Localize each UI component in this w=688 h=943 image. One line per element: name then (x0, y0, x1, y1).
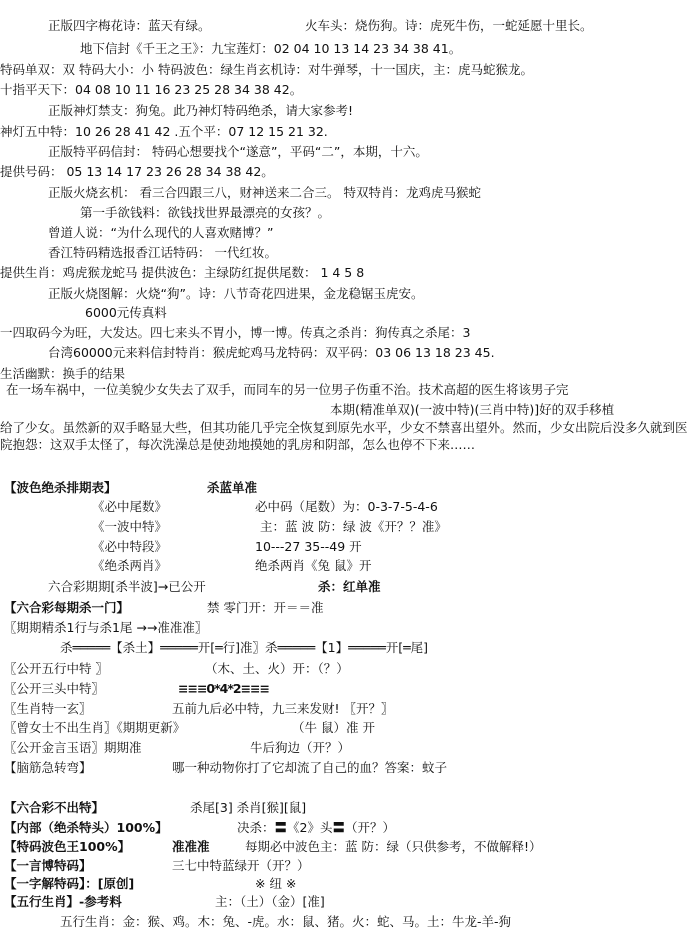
magic-lamp-ban-line: 正版神灯禁支：狗兔。此乃神灯特码绝杀，请大家参考! (48, 103, 354, 118)
three-heads-value: ≡≡≡0*4*2≡≡≡ (178, 681, 270, 696)
one-wave-value: 主：蓝 波 防：绿 波《开？？准》 (260, 519, 447, 534)
golden-words-label: 〖公开金言玉语〗期期准 (4, 740, 142, 755)
special-code-line: 特码单双：双 特码大小：小 特码波色：绿生肖玄机诗：对牛弹琴，十一国庆，主：虎马蛇猴龙。 (0, 62, 533, 77)
one-four-line: 一四取码今为旺，大发达。四七来头不胃小，博一博。传真之杀肖：狗传真之杀尾：3 (0, 325, 471, 340)
precise-kill-title: 〖期期精杀1行与杀1尾 →→准准准〗 (4, 620, 208, 635)
taoist-saying-line: 曾道人说：“为什么现代的人喜欢赌博？” (48, 225, 274, 240)
provided-zodiac-line: 提供生肖：鸡虎猴龙蛇马 提供波色：主绿防红捉供尾数： 1 4 5 8 (0, 265, 365, 280)
fire-mystery-line: 正版火烧玄机： 看三合四跟三八，财神送来二合三。 特双特肖：龙鸡虎马猴蛇 (48, 185, 481, 200)
no-special-value: 杀尾[3] 杀肖[猴][鼠] (190, 800, 307, 815)
one-char-label: 【一字解特码】：[原创] (4, 876, 135, 891)
kill-blue-line: 杀蓝单准 (207, 480, 258, 495)
envelope-special-line: 正版特平码信封： 特码心想要找个“遂意”，平码“二”，本期，十六。 (48, 144, 428, 159)
kill-one-door-title: 【六合彩每期杀一门】 (4, 600, 130, 615)
kill-element-tail-line: 杀═════【杀土】═════开[═行]准〗杀═════【1】═════开[═尾] (60, 640, 429, 655)
kill-two-value: 绝杀两肖《兔 鼠》开 (255, 558, 372, 573)
provided-numbers-line: 提供号码： 05 13 14 17 23 26 28 34 38 42。 (0, 164, 274, 179)
zodiac-mystery-label: 〖生肖特一玄〗 (4, 701, 92, 716)
five-elements-label: 〖公开五行中特 〗 (4, 661, 108, 676)
kill-two-label: 《绝杀两肖》 (92, 558, 168, 573)
wave-king-accurate: 准准准 (172, 839, 210, 854)
five-zodiac-label: 【五行生肖】-参考料 (4, 894, 122, 909)
zodiac-mystery-value: 五前九后必中特，九三来发财! 〖开？〗 (172, 701, 394, 716)
wave-color-table-title: 【波色绝杀排期表】 (4, 480, 117, 495)
golden-words-value: 牛后狗边（开？） (250, 740, 351, 755)
three-heads-label: 〖公开三头中特〗 (4, 681, 105, 696)
one-word-label: 【一言博特码】 (4, 858, 92, 873)
train-head-line: 火车头：烧伤狗。诗：虎死牛伤，一蛇延愿十里长。 (305, 18, 593, 33)
fire-diagram-line: 正版火烧图解：火烧“狗”。诗：八节奇花四进果，金龙稳锯玉虎安。 (48, 286, 424, 301)
wave-king-value: 每期必中波色主：蓝 防：绿（只供参考，不做解释!） (245, 839, 542, 854)
kill-red-line: 杀：红单准 (318, 579, 381, 594)
fax-material-title: 6000元传真料 (85, 305, 167, 320)
hongkong-special-line: 香江特码精选报香江话特码： 一代红妆。 (48, 245, 277, 260)
one-word-value: 三七中特蓝绿开（开？） (172, 858, 310, 873)
brain-teaser-label: 【脑筋急转弯】 (4, 760, 92, 775)
first-hand-line: 第一手欲钱料：欲钱找世界最漂亮的女孩？。 (80, 205, 331, 220)
plum-poem-line: 正版四字梅花诗：蓝天有绿。 (48, 18, 211, 33)
one-char-value: ※ 纽 ※ (255, 876, 297, 891)
story-first-line: 在一场车祸中，一位美貌少女失去了双手，而同车的另一位男子伤重不治。技术高超的医生将该男子完 (6, 382, 569, 397)
five-zodiac-list: 五行生肖：金：猴、鸡。木：兔、-虎。水：鼠、猪。火：蛇、马。土：牛龙-羊-狗 (60, 914, 512, 929)
five-zodiac-main: 主：（土）（金）[准] (215, 894, 325, 909)
no-special-label: 【六合彩不出特】 (4, 800, 105, 815)
brain-teaser-value: 哪一种动物你打了它却流了自己的血？答案：蚊子 (172, 760, 448, 775)
magic-lamp-five-line: 神灯五中特：10 26 28 41 42 .五个平：07 12 15 21 32. (0, 124, 328, 139)
half-wave-line: 六合彩期期[杀半波]→已公开 (48, 579, 206, 594)
humor-title: 生活幽默：换手的结果 (0, 366, 126, 381)
underground-envelope-line: 地下信封《千王之王》：九宝莲灯：02 04 10 13 14 23 34 38 41。 (80, 41, 462, 56)
ten-fingers-line: 十指平天下：04 08 10 11 16 23 25 28 34 38 42。 (0, 82, 303, 97)
taiwan-material-line: 台湾60000元来料信封特肖：猴虎蛇鸡马龙特码：双平码：03 06 13 18 23 45. (48, 345, 495, 360)
madam-zeng-value: （牛 鼠）准 开 (292, 720, 375, 735)
story-paragraph: 给了少女。虽然新的双手略显大些，但其功能几乎完全恢复到原先水平，少女不禁喜出望外。然而，少女出院后没多久就到医院抱怨：这双手太怪了，每次洗澡总是使劲地摸她的乳房和阴部，怎么也停不下来…… (0, 420, 688, 452)
internal-kill-label: 【内部（绝杀特头）100%】 (4, 820, 168, 835)
must-segment-value: 10---27 35--49 开 (255, 539, 362, 554)
one-wave-label: 《一波中特》 (92, 519, 168, 534)
must-tail-label: 《必中尾数》 (92, 499, 168, 514)
five-elements-value: （木、土、火）开：（？） (205, 661, 349, 676)
must-tail-value: 必中码（尾数）为：0-3-7-5-4-6 (255, 499, 438, 514)
must-segment-label: 《必中特段》 (92, 539, 168, 554)
madam-zeng-label: 〖曾女士不出生肖〗《期期更新》 (4, 720, 186, 735)
precision-line: 本期(精准单双)(一波中特)(三肖中特)]好的双手移植 (330, 402, 615, 417)
kill-one-door-value: 禁 零门开：开＝＝准 (207, 600, 324, 615)
internal-kill-value: 决杀：〓《2》头〓（开？） (237, 820, 395, 835)
wave-king-label: 【特码波色王100%】 (4, 839, 131, 854)
